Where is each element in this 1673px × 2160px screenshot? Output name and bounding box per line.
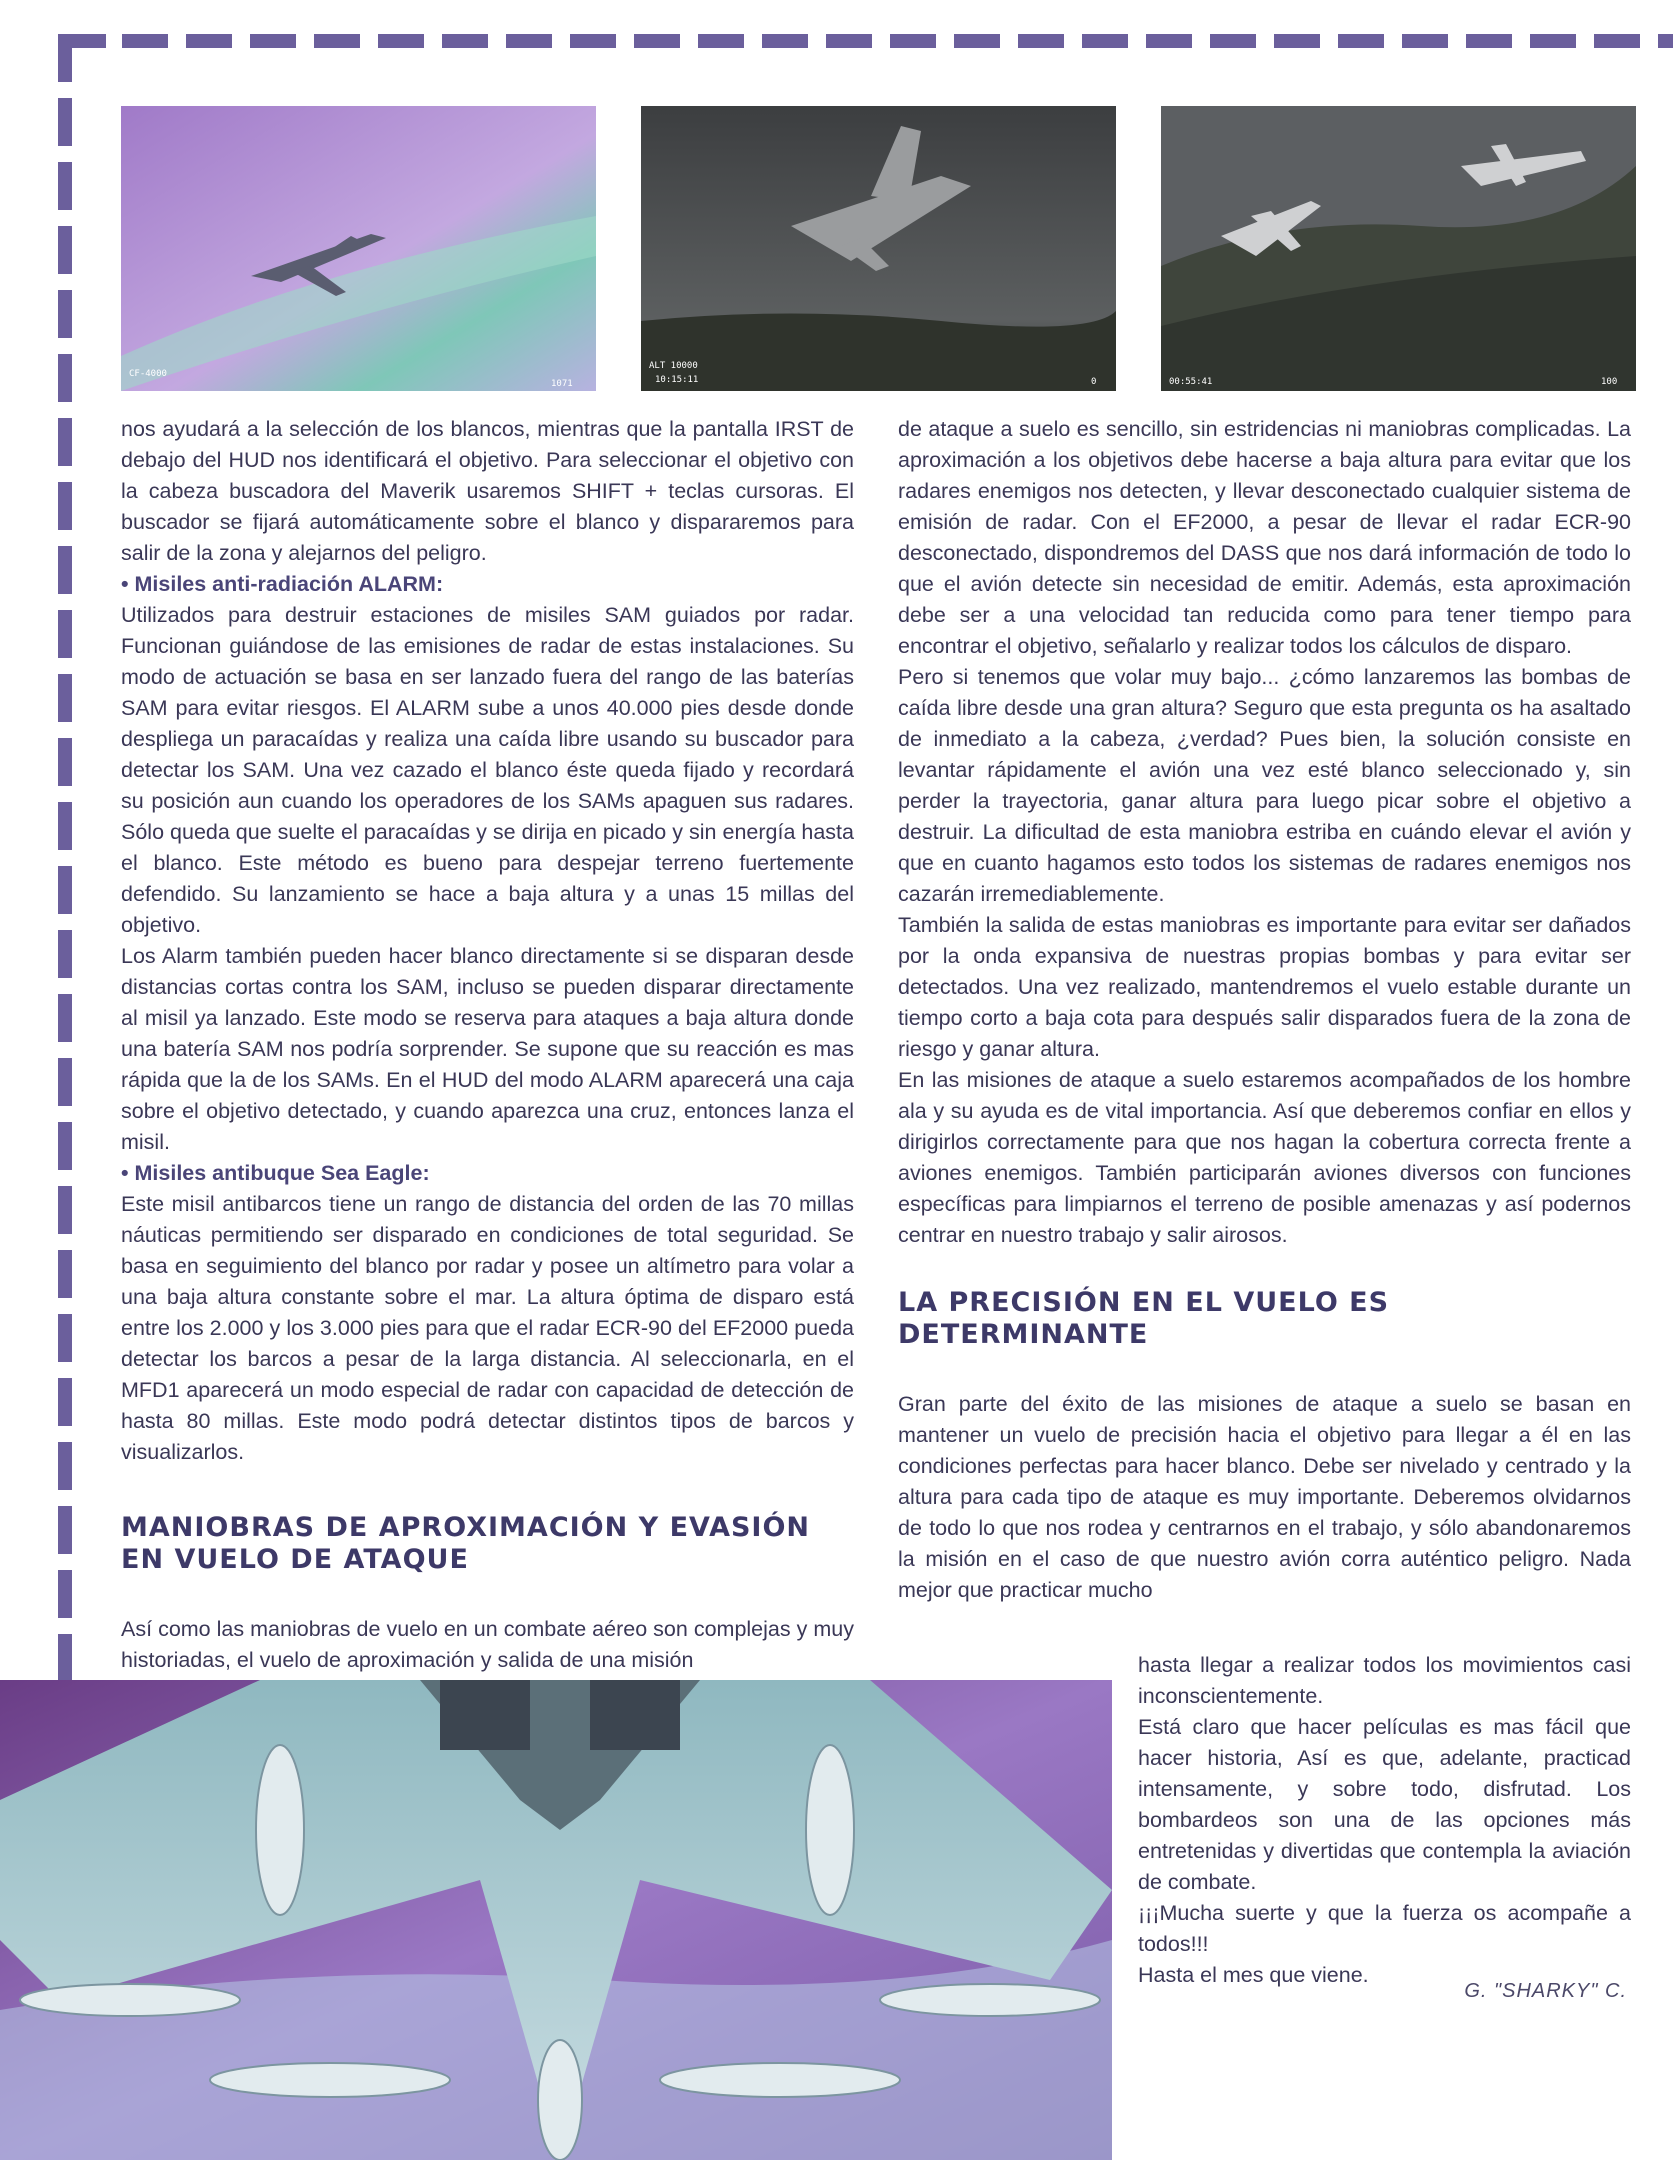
dashed-frame-top xyxy=(58,34,1673,48)
screenshot-jet-dark-sky xyxy=(641,106,1116,391)
paragraph: Está claro que hacer películas es mas fácil que hacer historia, Así es que, adelante, practicad intensamente, y sobre todo, disfrutad. Los bombardeos son una de las opciones más entretenidas y divertidas que contempla la aviación de combate. xyxy=(1138,1715,1631,1894)
screenshot-jet-purple-sky xyxy=(121,106,596,391)
text-column-continuation xyxy=(1138,1650,1631,1991)
shot3-hud-left: 00:55:41 xyxy=(1169,377,1213,387)
shot1-hud-left: CF-4000 xyxy=(129,369,167,379)
paragraph: También la salida de estas maniobras es importante para evitar ser dañados por la onda expansiva de nuestras propias bombas y para evitar ser detectados. Una vez realizado, mantendremos el vuelo estable durante un tiempo corto a baja cota para después salir disparados fuera de la zona de riesgo y ganar altura. xyxy=(898,913,1631,1061)
paragraph: Los Alarm también pueden hacer blanco directamente si se disparan desde distancias cortas contra los SAM, incluso se pueden disparar directamente al misil ya lanzado. Este modo se reserva para ataques a baja altura donde una batería SAM nos podría sorprender. Se supone que su reacción es mas rápida que la de los SAMs. En el HUD del modo ALARM aparecerá una caja sobre el objetivo detectado, y cuando aparezca una cruz, entonces lanza el misil. xyxy=(121,944,854,1154)
paragraph: En las misiones de ataque a suelo estaremos acompañados de los hombre ala y su ayuda es de vital importancia. Así que deberemos confiar en ellos y dirigirlos correctamente para que nos hagan la cobertura correcta frente a aviones enemigos. También participarán aviones diversos con funciones específicas para limpiarnos el terreno de posible amenazas y así podernos centrar en nuestro trabajo y salir airosos. xyxy=(898,1068,1631,1247)
paragraph: hasta llegar a realizar todos los movimientos casi inconscientemente. xyxy=(1138,1653,1631,1708)
paragraph: Este misil antibarcos tiene un rango de distancia del orden de las 70 millas náuticas permitiendo ser disparado en condiciones de total seguridad. Se basa en seguimiento del blanco por radar y posee un altímetro para volar a una baja altura constante sobre el mar. La altura óptima de disparo está entre los 2.000 y los 3.000 pies para que el radar ECR-90 del EF2000 pueda detectar los barcos a pesar de la larga distancia. Al seleccionarla, en el MFD1 aparecerá un modo especial de radar con capacidad de detección de hasta 80 millas. Este modo podrá detectar distintos tipos de barcos y visualizarlos. xyxy=(121,1192,854,1464)
paragraph: Hasta el mes que viene. xyxy=(1138,1963,1369,1987)
shot3-hud-right: 100 xyxy=(1601,377,1618,387)
text-column-left xyxy=(121,414,854,1676)
text-column-right xyxy=(898,414,1631,1606)
bullet-heading-sea-eagle: • Misiles antibuque Sea Eagle: xyxy=(121,1161,430,1185)
paragraph: Pero si tenemos que volar muy bajo... ¿cómo lanzaremos las bombas de caída libre desde una gran altura? Seguro que esta pregunta os ha asaltado de inmediato a la cabeza, ¿verdad? Pues bien, la solución consiste en levantar rápidamente el avión una vez esté blanco seleccionado y, sin perder la trayectoria, ganar altura para luego picar sobre el objetivo a destruir. La dificultad de esta maniobra estriba en cuándo elevar el avión y que en cuanto hagamos esto todos los sistemas de radares enemigos nos cazarán irremediablemente. xyxy=(898,665,1631,906)
shot2-hud-right: 0 xyxy=(1091,377,1097,387)
section-title-precision: LA PRECISIÓN EN EL VUELO ES DETERMINANTE xyxy=(898,1287,1390,1350)
shot2-hud-time: 10:15:11 xyxy=(655,375,699,385)
paragraph: nos ayudará a la selección de los blancos, mientras que la pantalla IRST de debajo del HUD nos identificará el objetivo. Para seleccionar el objetivo con la cabeza buscadora del Maverik usaremos SHIFT + teclas cursoras. El buscador se fijará automáticamente sobre el blanco y dispararemos para salir de la zona y alejarnos del peligro. xyxy=(121,417,854,565)
author-signature: G. "SHARKY" C. xyxy=(1464,1980,1627,2002)
bullet-heading-alarm: • Misiles anti-radiación ALARM: xyxy=(121,572,444,596)
shot2-hud-left: ALT 10000 xyxy=(649,361,698,371)
paragraph: Gran parte del éxito de las misiones de ataque a suelo se basan en mantener un vuelo de precisión hacia el objetivo para llegar a él en las condiciones perfectas para hacer blanco. Debe ser nivelado y centrado y la altura para cada tipo de ataque es muy importante. Deberemos olvidarnos de todo lo que nos rodea y centrarnos en el trabajo, y sólo abandonaremos la misión en el caso de que nuestro avión corra auténtico peligro. Nada mejor que practicar mucho xyxy=(898,1392,1631,1602)
shot1-hud-right: 1071 xyxy=(551,379,573,389)
paragraph: Así como las maniobras de vuelo en un combate aéreo son complejas y muy historiadas, el vuelo de aproximación y salida de una misión xyxy=(121,1617,854,1672)
paragraph: Utilizados para destruir estaciones de misiles SAM guiados por radar. Funcionan guiándose de las emisiones de radar de estas instalaciones. Su modo de actuación se basa en ser lanzado fuera del rango de las baterías SAM para evitar riesgos. El ALARM sube a unos 40.000 pies desde donde despliega un paracaídas y realiza una caída libre usando su buscador para detectar los SAM. Una vez cazado el blanco éste queda fijado y recordará su posición aun cuando los operadores de los SAMs apaguen sus radares. Sólo queda que suelte el paracaídas y se dirija en picado y sin energía hasta el blanco. Este método es bueno para despejar terreno fuertemente defendido. Su lanzamiento se hace a baja altura y a unas 15 millas del objetivo. xyxy=(121,603,854,937)
screenshot-two-jets-hills xyxy=(1161,106,1636,391)
image-jet-underside-missiles xyxy=(0,1680,1112,2160)
dashed-frame-left xyxy=(58,34,72,1684)
section-title-maniobras: MANIOBRAS DE APROXIMACIÓN Y EVASIÓN EN VUELO DE ATAQUE xyxy=(121,1512,811,1575)
paragraph: de ataque a suelo es sencillo, sin estridencias ni maniobras complicadas. La aproximación a los objetivos debe hacerse a baja altura para evitar que los radares enemigos nos detecten, y llevar desconectado cualquier sistema de emisión de radar. Con el EF2000, a pesar de llevar el radar ECR-90 desconectado, dispondremos del DASS que nos dará información de todo lo que el avión detecte sin necesidad de emitir. Además, esta aproximación debe ser a una velocidad tan reducida como para tener tiempo para encontrar el objetivo, señalarlo y realizar todos los cálculos de disparo. xyxy=(898,417,1631,658)
paragraph: ¡¡¡Mucha suerte y que la fuerza os acompañe a todos!!! xyxy=(1138,1901,1631,1956)
